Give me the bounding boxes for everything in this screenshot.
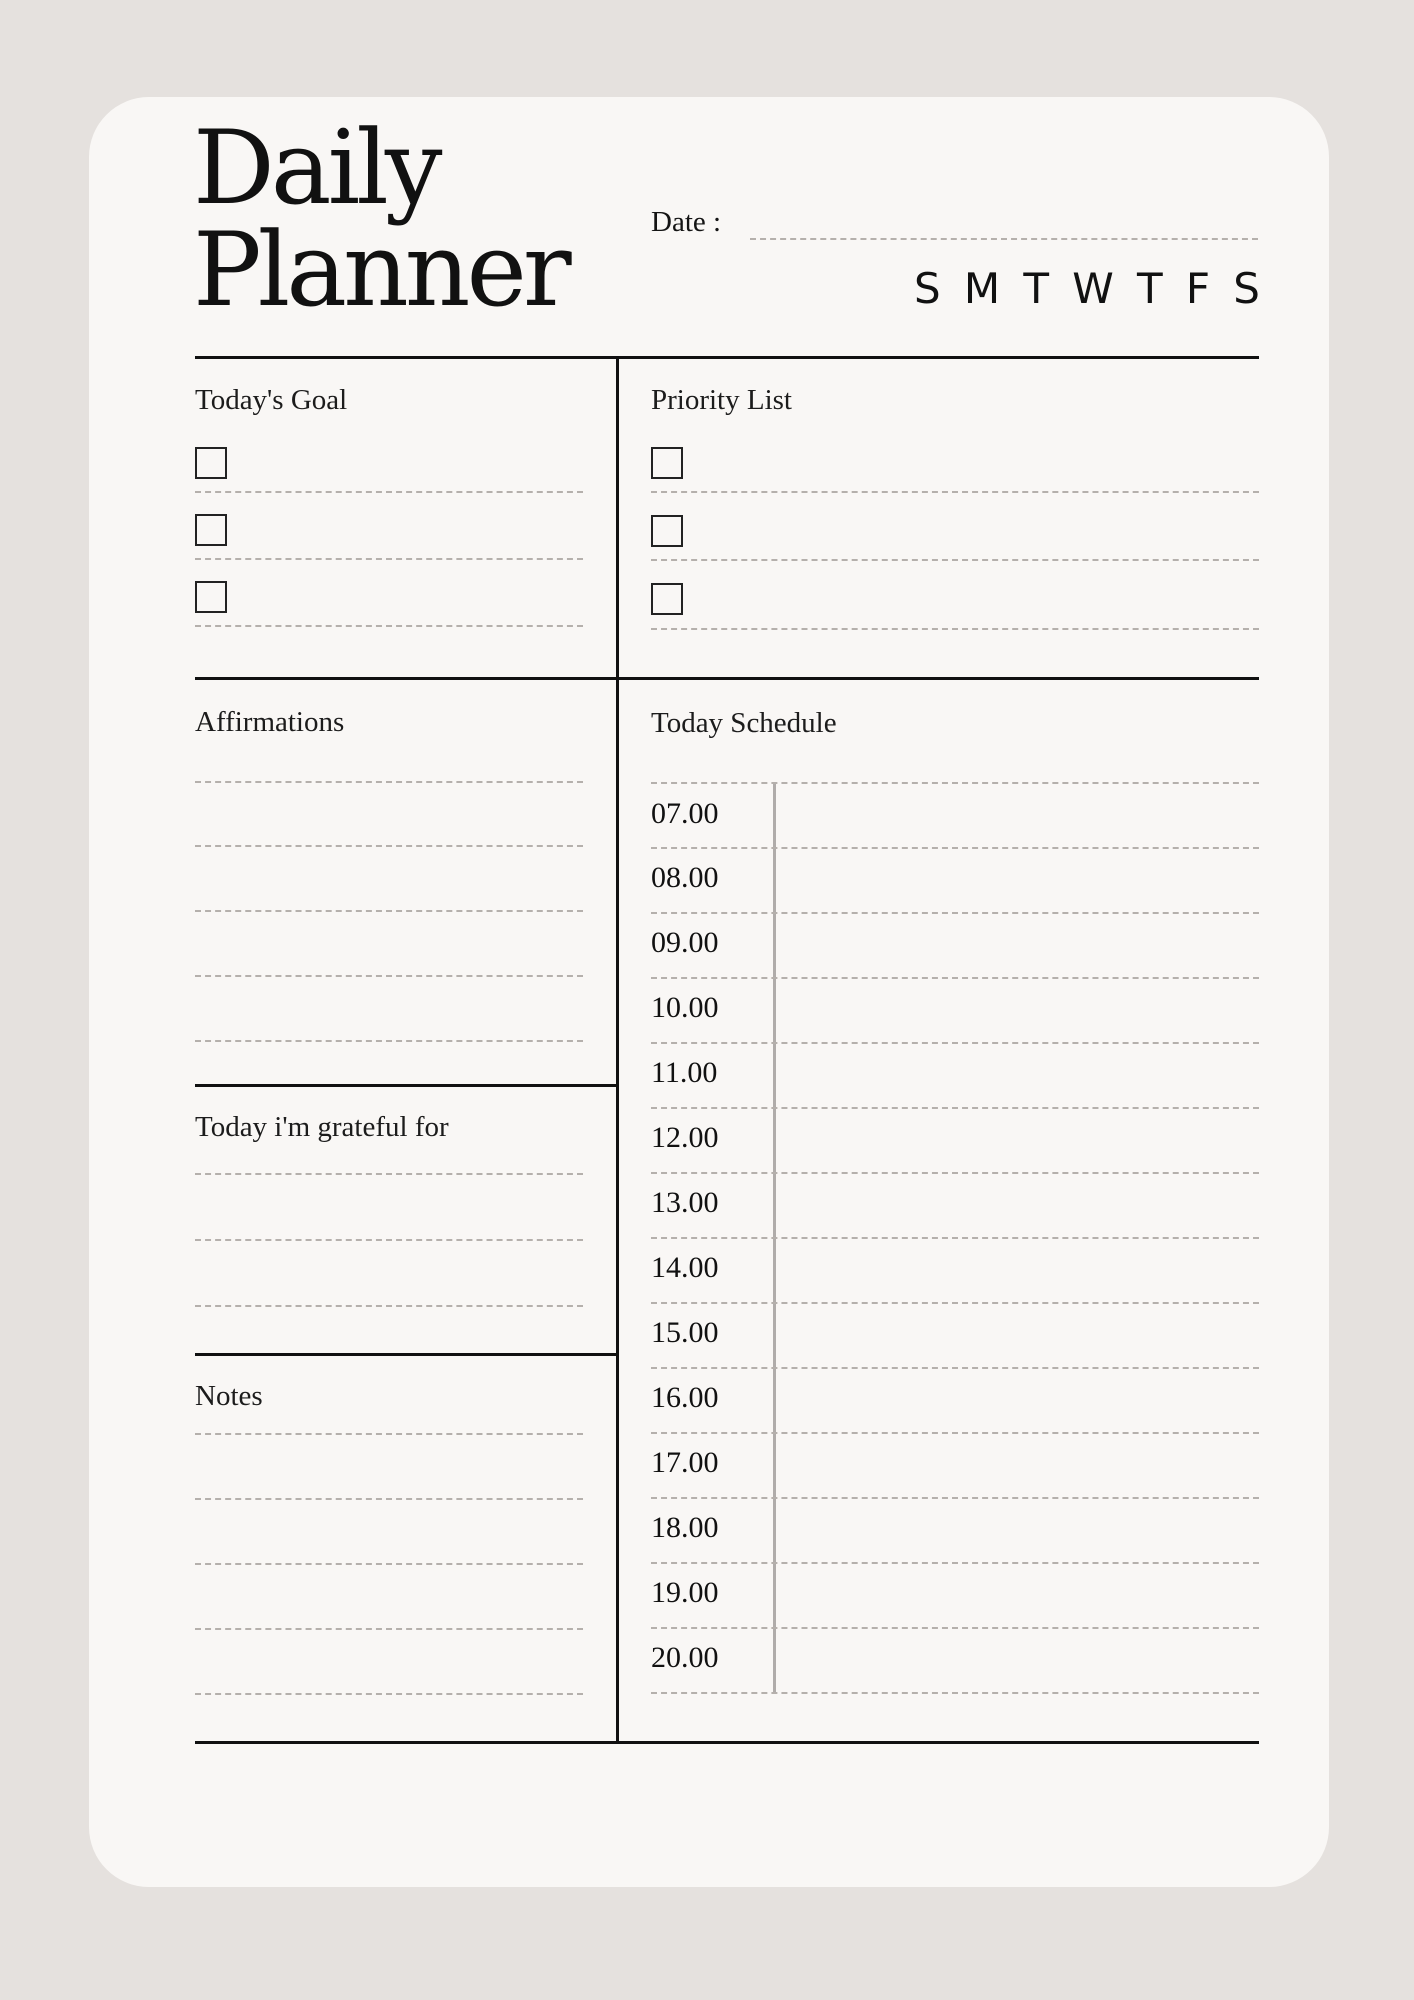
schedule-slot-1700[interactable] — [651, 1497, 1259, 1499]
schedule-time-0700: 07.00 — [651, 797, 719, 830]
schedule-line-top — [651, 782, 1259, 784]
schedule-time-1100: 11.00 — [651, 1056, 718, 1089]
schedule-time-1200: 12.00 — [651, 1121, 719, 1154]
schedule-time-2000: 20.00 — [651, 1641, 719, 1674]
schedule-slot-2000[interactable] — [651, 1692, 1259, 1694]
date-field[interactable] — [750, 238, 1258, 240]
priority-line-3[interactable] — [651, 628, 1259, 630]
grateful-line-3[interactable] — [195, 1305, 583, 1307]
priority-checkbox-1[interactable] — [651, 447, 683, 479]
todays-goal-title: Today's Goal — [195, 384, 348, 416]
goal-line-2[interactable] — [195, 558, 583, 560]
notes-line-1[interactable] — [195, 1433, 583, 1435]
schedule-time-1300: 13.00 — [651, 1186, 719, 1219]
notes-line-3[interactable] — [195, 1563, 583, 1565]
goal-line-1[interactable] — [195, 491, 583, 493]
day-thursday[interactable]: T — [1136, 264, 1163, 313]
grateful-divider — [195, 1353, 616, 1356]
priority-checkbox-2[interactable] — [651, 515, 683, 547]
schedule-time-1700: 17.00 — [651, 1446, 719, 1479]
schedule-slot-1200[interactable] — [651, 1172, 1259, 1174]
schedule-time-1800: 18.00 — [651, 1511, 719, 1544]
priority-checkbox-3[interactable] — [651, 583, 683, 615]
schedule-slot-1100[interactable] — [651, 1107, 1259, 1109]
notes-title: Notes — [195, 1380, 263, 1412]
goal-checkbox-1[interactable] — [195, 447, 227, 479]
grateful-title: Today i'm grateful for — [195, 1111, 449, 1143]
schedule-slot-1600[interactable] — [651, 1432, 1259, 1434]
affirmation-line-1[interactable] — [195, 781, 583, 783]
notes-line-4[interactable] — [195, 1628, 583, 1630]
affirmation-line-5[interactable] — [195, 1040, 583, 1042]
day-wednesday[interactable]: W — [1072, 264, 1114, 313]
column-divider — [616, 356, 619, 1744]
top-section-divider — [195, 677, 1259, 680]
schedule-time-0900: 09.00 — [651, 926, 719, 959]
goal-checkbox-3[interactable] — [195, 581, 227, 613]
priority-list-title: Priority List — [651, 384, 792, 416]
schedule-slot-0800[interactable] — [651, 912, 1259, 914]
header-divider — [195, 356, 1259, 359]
weekday-selector — [914, 264, 1260, 313]
schedule-slot-0900[interactable] — [651, 977, 1259, 979]
schedule-slot-1900[interactable] — [651, 1627, 1259, 1629]
schedule-time-1600: 16.00 — [651, 1381, 719, 1414]
goal-checkbox-2[interactable] — [195, 514, 227, 546]
schedule-time-1400: 14.00 — [651, 1251, 719, 1284]
schedule-slot-1400[interactable] — [651, 1302, 1259, 1304]
schedule-time-1900: 19.00 — [651, 1576, 719, 1609]
day-friday[interactable]: F — [1185, 264, 1211, 313]
affirmation-line-4[interactable] — [195, 975, 583, 977]
today-schedule-title: Today Schedule — [651, 707, 837, 739]
page-title-line2: Planner — [193, 211, 568, 330]
affirmations-title: Affirmations — [195, 706, 345, 738]
schedule-slot-1300[interactable] — [651, 1237, 1259, 1239]
page-title-line1: Daily — [193, 109, 439, 228]
day-tuesday[interactable]: T — [1023, 264, 1050, 313]
day-monday[interactable]: M — [963, 264, 1001, 313]
priority-line-2[interactable] — [651, 559, 1259, 561]
notes-line-2[interactable] — [195, 1498, 583, 1500]
grateful-line-1[interactable] — [195, 1173, 583, 1175]
day-sunday[interactable]: S — [914, 264, 941, 313]
schedule-time-1500: 15.00 — [651, 1316, 719, 1349]
schedule-slot-1800[interactable] — [651, 1562, 1259, 1564]
priority-line-1[interactable] — [651, 491, 1259, 493]
goal-line-3[interactable] — [195, 625, 583, 627]
notes-line-5[interactable] — [195, 1693, 583, 1695]
day-saturday[interactable]: S — [1233, 264, 1260, 313]
schedule-time-1000: 10.00 — [651, 991, 719, 1024]
date-label: Date : — [651, 206, 722, 238]
affirmations-divider — [195, 1084, 616, 1087]
schedule-slot-1500[interactable] — [651, 1367, 1259, 1369]
schedule-time-0800: 08.00 — [651, 861, 719, 894]
schedule-slot-1000[interactable] — [651, 1042, 1259, 1044]
schedule-slot-0700[interactable] — [651, 847, 1259, 849]
footer-divider — [195, 1741, 1259, 1744]
grateful-line-2[interactable] — [195, 1239, 583, 1241]
affirmation-line-3[interactable] — [195, 910, 583, 912]
affirmation-line-2[interactable] — [195, 845, 583, 847]
